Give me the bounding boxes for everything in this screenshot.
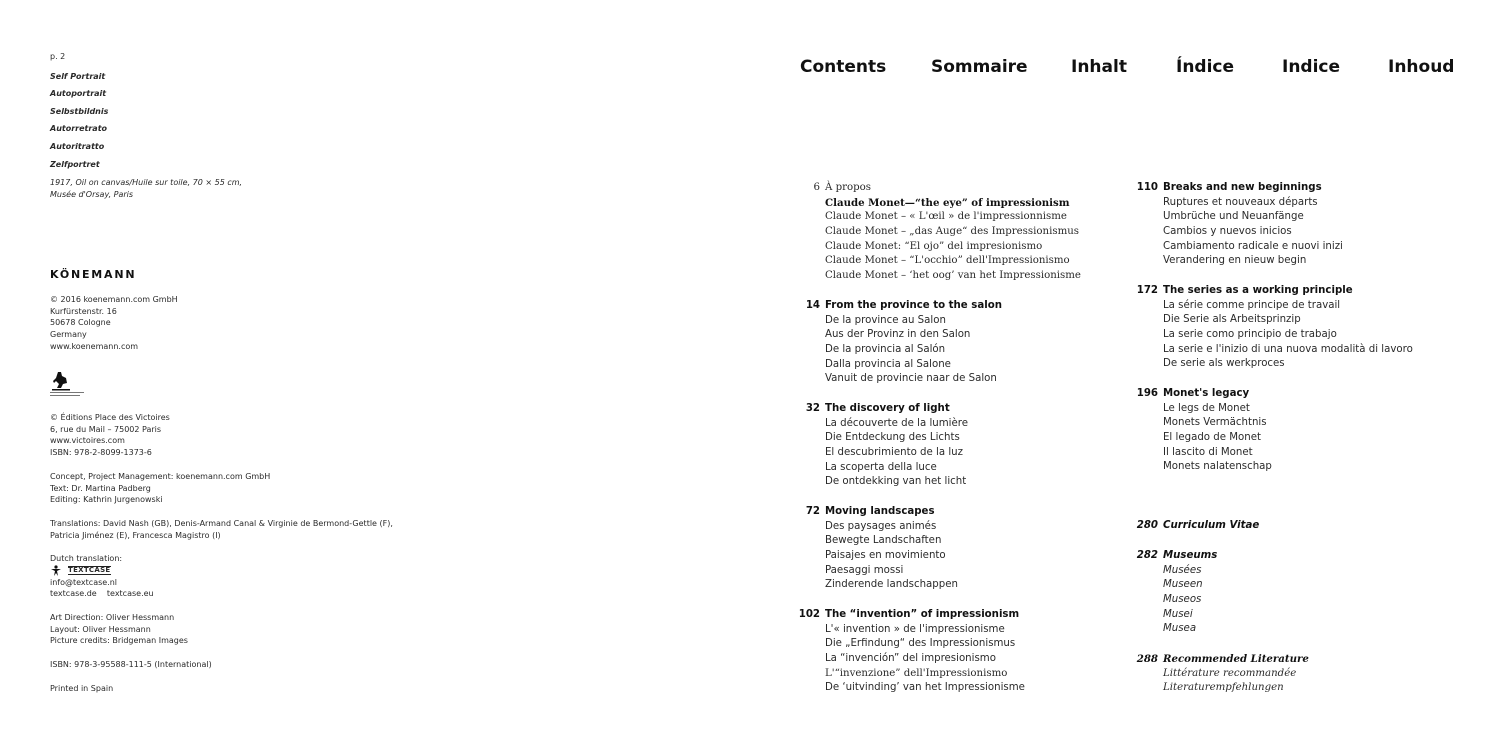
toc-translation: Vanuit de provincie naar de Salon — [825, 373, 997, 385]
toc-translation: Umbrüche und Neuanfänge — [1163, 211, 1304, 223]
toc-translation: Aus der Provinz in den Salon — [825, 329, 971, 341]
toc-entry[interactable] — [1136, 387, 1463, 475]
toc-entry[interactable] — [813, 181, 1125, 284]
plate-title: Zelfportret — [50, 159, 100, 169]
toc-translation: De la provincia al Salón — [825, 344, 946, 356]
toc-row — [798, 608, 1125, 623]
toc-row — [1136, 652, 1463, 667]
address-website: www.koenemann.com — [50, 341, 139, 351]
toc-translation: La série comme principe de travail — [1163, 299, 1341, 311]
translations — [50, 518, 393, 541]
plate-title: Selbstbildnis — [50, 106, 109, 116]
toc-heading: Monet's legacy — [1163, 388, 1250, 399]
plate-page-ref: p. 2 — [50, 52, 66, 61]
toc-entry[interactable] — [1136, 284, 1463, 372]
toc-translation: Museos — [1163, 594, 1202, 606]
toc-translation: La “invención” del impresionismo — [825, 653, 996, 665]
translations-line: Patricia Jiménez (E), Francesca Magistro (I) — [50, 530, 221, 540]
toc-page-number: 110 — [1136, 182, 1158, 193]
heading-inhalt: Inhalt — [1071, 57, 1127, 77]
toc-subheading: Claude Monet—“the eye” of impressionism — [825, 196, 1070, 209]
textcase-websites: textcase.de textcase.eu — [50, 589, 154, 599]
toc-heading: Museums — [1163, 550, 1218, 561]
publisher-brand: KÖNEMANN — [50, 268, 137, 281]
caption-line: Musée d'Orsay, Paris — [50, 189, 134, 199]
toc-page-number: 288 — [1136, 653, 1158, 665]
victoires-line: 6, rue du Mail – 75002 Paris — [50, 424, 162, 434]
victoires-info — [50, 412, 170, 459]
toc-heading: Curriculum Vitae — [1163, 520, 1260, 531]
toc-heading: From the province to the salon — [825, 300, 1002, 311]
address-line: Kurfürstenstr. 16 — [50, 306, 117, 316]
credit-line: Editing: Kathrin Jurgenowski — [50, 495, 163, 505]
toc-entry[interactable] — [805, 402, 1125, 490]
art-line: Picture credits: Bridgeman Images — [50, 636, 188, 646]
textcase-email: info@textcase.nl — [50, 577, 118, 587]
textcase-figure-icon — [50, 565, 62, 576]
toc-translation: Paesaggi mossi — [825, 564, 904, 576]
toc-translation: La serie e l'inizio di una nuova modalità di lavoro — [1163, 343, 1413, 355]
horse-rider-logo-icon — [50, 369, 90, 399]
toc-heading: À propos — [825, 182, 872, 193]
translations-line: Translations: David Nash (GB), Denis-Armand Canal & Virginie de Bermond-Gettle (F), — [50, 519, 393, 528]
toc-translation: De ‘uitvinding’ van het Impressionisme — [825, 682, 1025, 694]
toc-heading: Recommended Literature — [1163, 653, 1309, 665]
heading-contents: Contents — [800, 57, 887, 77]
toc-translation: Ruptures et nouveaux départs — [1163, 196, 1318, 208]
toc-translation: De serie als werkproces — [1163, 358, 1285, 370]
toc-heading: Breaks and new beginnings — [1163, 182, 1322, 193]
credits — [50, 471, 270, 506]
toc-translation: Il lascito di Monet — [1163, 446, 1253, 458]
toc-entry[interactable] — [1136, 652, 1463, 696]
toc-translation: Claude Monet – „das Auge“ des Impressionismus — [825, 226, 1080, 238]
toc-translation: Des paysages animés — [825, 520, 937, 532]
dutch-label: Dutch translation: — [50, 554, 123, 563]
toc-entry[interactable] — [805, 505, 1125, 593]
toc-entry[interactable] — [1136, 549, 1463, 637]
address-line: © 2016 koenemann.com GmbH — [50, 295, 178, 304]
toc-translation: La découverte de la lumière — [825, 417, 968, 429]
toc-translation: Die „Erfindung“ des Impressionismus — [825, 638, 1016, 650]
toc-translation: Paisajes en movimiento — [825, 550, 946, 562]
art-line: Art Direction: Oliver Hessmann — [50, 613, 175, 622]
heading-indice-es: Índice — [1176, 57, 1235, 77]
printed-in: Printed in Spain — [50, 684, 114, 693]
toc-row — [1136, 387, 1463, 402]
toc-translation: Monets nalatenschap — [1163, 461, 1272, 473]
plate-title: Autorretrato — [50, 124, 108, 134]
plate-caption — [50, 177, 610, 200]
plate-title: Autoritratto — [50, 142, 105, 152]
toc-entry[interactable] — [798, 608, 1125, 696]
address-line: Germany — [50, 330, 87, 340]
toc-translation: Claude Monet – ‘het oog’ van het Impressionisme — [825, 270, 1081, 282]
toc-page-number: 282 — [1136, 550, 1158, 561]
toc-translation: Museen — [1163, 579, 1203, 591]
toc-translation: Cambiamento radicale e nuovi inizi — [1163, 240, 1343, 252]
toc-translation: La serie como principio de trabajo — [1163, 329, 1337, 341]
toc-translation: Musea — [1163, 623, 1197, 635]
toc-row — [805, 505, 1125, 520]
toc-translation: Dalla provincia al Salone — [825, 358, 951, 370]
caption-line: 1917, Oil on canvas/Huile sur toile, 70 × 55 cm, — [50, 178, 243, 188]
toc-translation: Claude Monet: “El ojo” del impresionismo — [825, 240, 1043, 252]
toc-translation: Claude Monet – “L'occhio” dell'Impressionismo — [825, 255, 1070, 267]
publisher-address — [50, 294, 178, 353]
toc-translation: De la province au Salon — [825, 314, 946, 326]
toc-row — [805, 299, 1125, 314]
toc-page-number: 102 — [798, 609, 820, 620]
toc-translation: Zinderende landschappen — [825, 579, 958, 591]
toc-row — [1136, 549, 1463, 564]
textcase-wordmark: TEXTCASE — [68, 566, 111, 575]
toc-page-number: 72 — [805, 506, 820, 517]
toc-translation: El descubrimiento de la luz — [825, 447, 963, 459]
toc-page-number: 14 — [805, 300, 820, 311]
isbn-line: ISBN: 978-2-8099-1373-6 — [50, 448, 152, 458]
toc-translation: Monets Vermächtnis — [1163, 417, 1267, 429]
toc-translation: Verandering en nieuw begin — [1163, 255, 1307, 267]
toc-translation: La scoperta della luce — [825, 461, 937, 473]
toc-row — [1136, 519, 1463, 534]
heading-indice-it: Indice — [1282, 57, 1341, 77]
toc-heading: The discovery of light — [825, 403, 950, 414]
toc-translation: Musées — [1163, 564, 1202, 576]
art-line: Layout: Oliver Hessmann — [50, 624, 151, 634]
toc-entry[interactable] — [1136, 519, 1463, 534]
victoires-line: www.victoires.com — [50, 436, 125, 446]
toc-heading: Moving landscapes — [825, 506, 935, 517]
plate-title: Self Portrait — [50, 71, 106, 81]
heading-inhoud: Inhoud — [1388, 57, 1455, 77]
victoires-line: © Éditions Place des Victoires — [50, 413, 170, 422]
plate-titles — [50, 68, 610, 174]
plate-title: Autoportrait — [50, 89, 107, 99]
toc-page-number: 172 — [1136, 285, 1158, 296]
toc-heading: The “invention” of impressionism — [825, 609, 1020, 620]
toc-page-number: 32 — [805, 403, 820, 414]
toc-translation: Die Entdeckung des Lichts — [825, 432, 960, 444]
toc-translation: Claude Monet – « L'œil » de l'impressionnisme — [825, 211, 1067, 223]
address-line: 50678 Cologne — [50, 318, 111, 328]
toc-translation: Literaturempfehlungen — [1163, 682, 1284, 694]
toc-translation: El legado de Monet — [1163, 432, 1261, 444]
heading-sommaire: Sommaire — [931, 57, 1028, 77]
toc-row — [813, 181, 1125, 196]
toc-entry[interactable] — [1136, 181, 1463, 269]
toc-translation: L'« invention » de l'impressionisme — [825, 623, 1005, 635]
isbn-international: ISBN: 978-3-95588-111-5 (International) — [50, 660, 212, 669]
textcase-logo — [50, 565, 154, 577]
toc-row — [1136, 181, 1463, 196]
toc-entry[interactable] — [805, 299, 1125, 387]
toc-translation: Le legs de Monet — [1163, 402, 1250, 414]
toc-translation: L'“invenzione” dell'Impressionismo — [825, 667, 1008, 679]
toc-translation: Die Serie als Arbeitsprinzip — [1163, 314, 1301, 326]
toc-row — [1136, 284, 1463, 299]
art-credits — [50, 612, 188, 647]
toc-translation: Cambios y nuevos inicios — [1163, 226, 1292, 238]
contents-language-headings — [0, 57, 1500, 81]
toc-heading: The series as a working principle — [1163, 285, 1353, 296]
toc-translation: De ontdekking van het licht — [825, 476, 967, 488]
credit-line: Concept, Project Management: koenemann.com GmbH — [50, 472, 271, 481]
toc-page-number: 6 — [813, 182, 820, 193]
toc-row — [805, 402, 1125, 417]
credit-line: Text: Dr. Martina Padberg — [50, 483, 151, 493]
toc-translation: Littérature recommandée — [1163, 667, 1297, 679]
toc-page-number: 196 — [1136, 388, 1158, 399]
toc-page-number: 280 — [1136, 520, 1158, 531]
toc-translation: Musei — [1163, 608, 1193, 620]
dutch-translation — [50, 553, 154, 600]
toc-translation: Bewegte Landschaften — [825, 535, 942, 547]
